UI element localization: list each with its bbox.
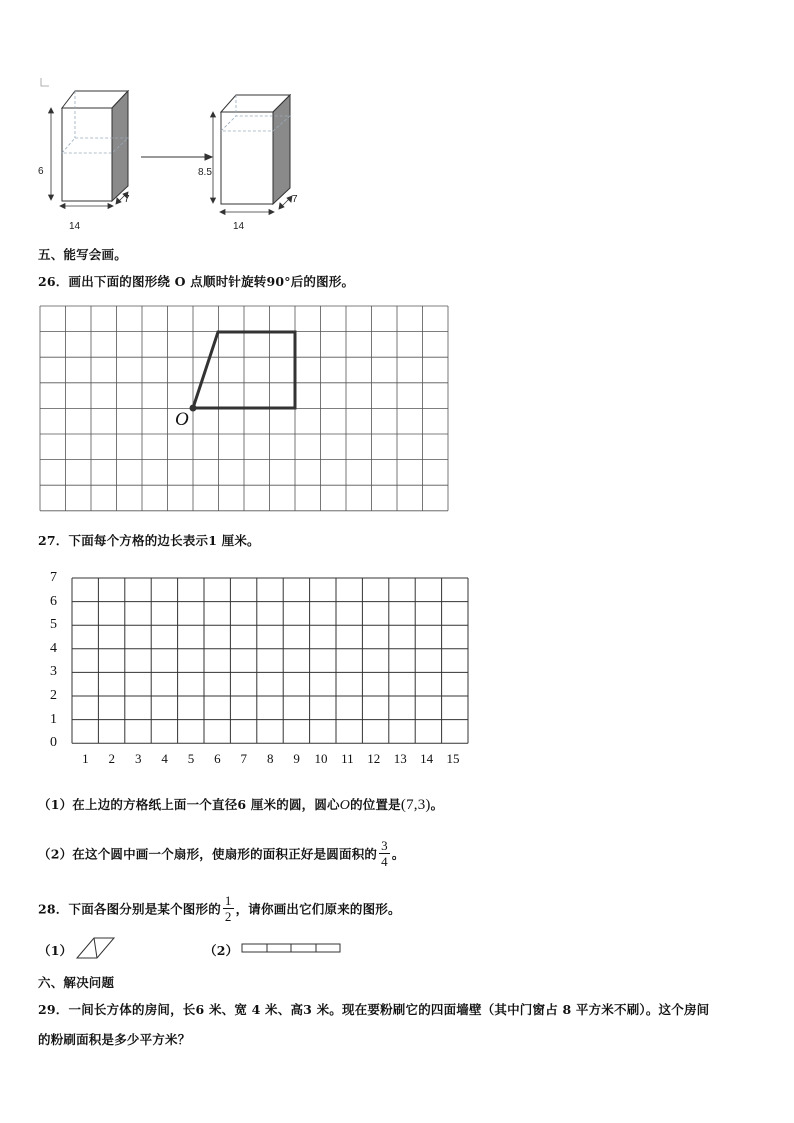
question-27-sub1 (38, 795, 443, 814)
x-axis-label: 14 (420, 751, 434, 766)
q28-prefix: 28．下面各图分别是某个图形的 (38, 901, 221, 917)
sub1-end: 。 (430, 797, 444, 812)
sub2-prefix: （2）在这个圆中画一个扇形，使扇形的面积正好是圆面积的 (38, 846, 378, 862)
y-axis-label: 0 (50, 735, 57, 751)
fraction-one-half (223, 893, 234, 924)
fraction-three-quarters (379, 838, 390, 869)
parallelogram-half-shape (77, 938, 114, 958)
x-axis-label: 8 (266, 751, 274, 766)
fraction-numerator: 3 (381, 838, 388, 853)
x-axis-label: 9 (293, 751, 300, 766)
sub1-prefix: （1）在上边的方格纸上面一个直径6 厘米的圆，圆心 (38, 797, 340, 812)
box-after (221, 95, 290, 204)
box1-depth-label: 7 (124, 194, 130, 205)
x-axis-label: 15 (446, 751, 460, 766)
x-axis-label: 12 (367, 751, 381, 766)
y-axis-label: 5 (50, 617, 57, 633)
y-axis-label: 7 (50, 570, 57, 585)
x-axis-label: 3 (134, 751, 142, 766)
box2-height-label: 8.5 (198, 167, 212, 178)
x-axis-label: 5 (187, 751, 195, 766)
x-axis-label: 7 (240, 751, 248, 766)
x-axis-label: 11 (341, 751, 354, 766)
question-29-line1: 29．一间长方体的房间，长6 米、宽 4 米、高3 米。现在要粉刷它的四面墙壁（其中门窗占 8 平方米不刷）。这个房间 (38, 1002, 710, 1017)
question-27-text: 27．下面每个方格的边长表示1 厘米。 (38, 533, 260, 548)
box2-depth-label: 7 (292, 194, 298, 205)
box1-width-label: 14 (69, 221, 81, 232)
section-title: 五、能写会画。 (38, 247, 127, 262)
box2-width-label: 14 (233, 221, 245, 232)
point-o-dot (190, 405, 197, 412)
box-before (62, 91, 128, 201)
trapezoid-shape (193, 332, 295, 408)
fraction-denominator: 2 (224, 909, 232, 924)
y-axis-label: 2 (50, 688, 57, 703)
y-axis-label: 1 (50, 711, 57, 727)
y-axis-label: 3 (50, 664, 57, 680)
section-6-title: 六、解决问题 (38, 975, 115, 990)
y-axis-label: 6 (50, 593, 57, 609)
x-axis-label: 2 (108, 751, 116, 766)
question-29-line2: 的粉刷面积是多少平方米？ (38, 1032, 191, 1047)
q28-label-2: （2） (204, 943, 239, 958)
x-axis-label: 10 (314, 751, 328, 766)
box1-height-label: 6 (38, 166, 44, 177)
x-axis-label: 13 (393, 751, 407, 766)
point-o-label: O (175, 409, 189, 430)
question-26-text: 26．画出下面的图形绕 O 点顺时针旋转90°后的图形。 (38, 274, 355, 289)
q28-suffix: ，请你画出它们原来的图形。 (235, 901, 401, 917)
q28-label-1: （1） (38, 943, 73, 958)
y-axis-label: 4 (50, 640, 57, 656)
fraction-numerator: 1 (224, 893, 232, 908)
sub2-end: 。 (391, 846, 405, 862)
center-coordinate: (7,3) (400, 797, 431, 813)
x-axis-label: 4 (161, 751, 168, 766)
center-o-var: O (339, 798, 351, 813)
segmented-bar-half-shape (242, 944, 340, 952)
sub1-mid: 的位置是 (350, 797, 401, 812)
x-axis-label: 1 (82, 751, 89, 766)
x-axis-label: 6 (214, 751, 221, 766)
box-figure (0, 0, 794, 240)
question-27-sub2 (38, 838, 405, 869)
question-28-text (38, 893, 401, 924)
fraction-denominator: 4 (381, 854, 388, 869)
